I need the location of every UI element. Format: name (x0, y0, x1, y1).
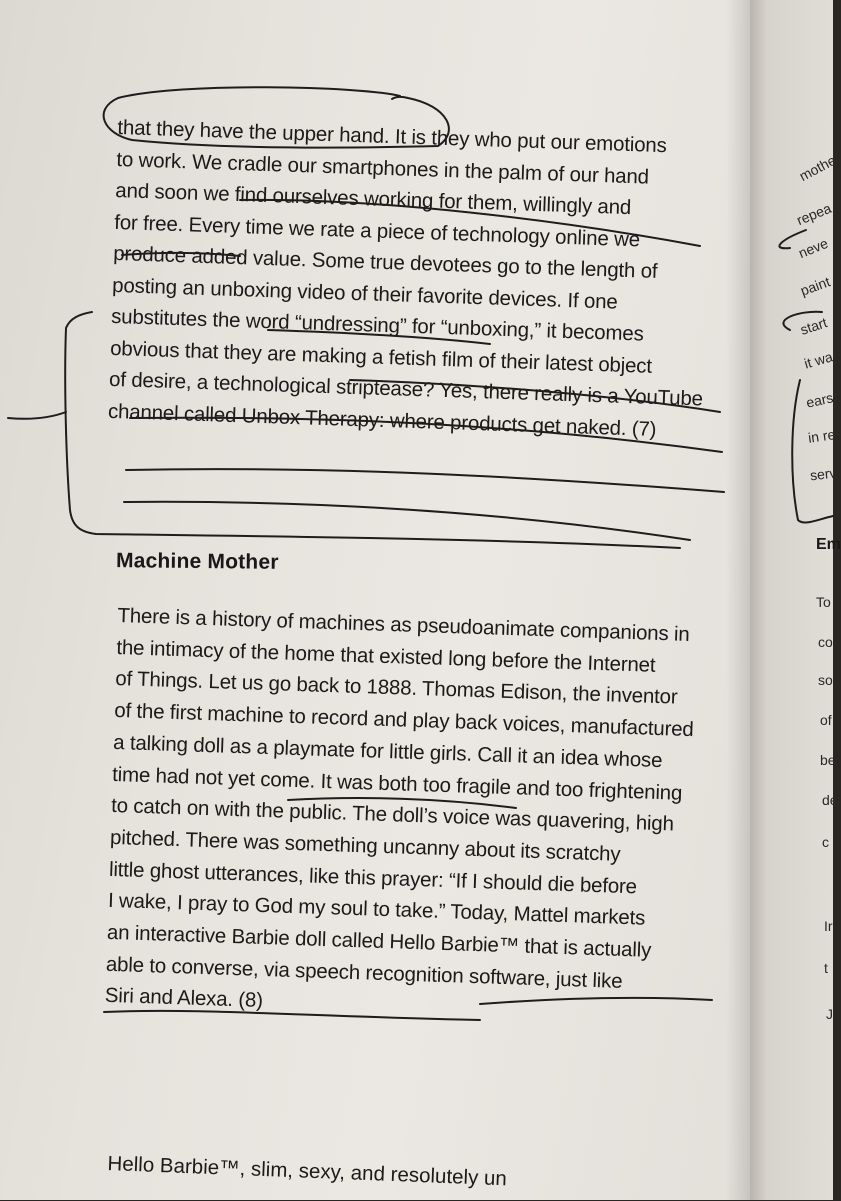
facing-page-fragment: neve (796, 234, 831, 262)
paragraph-hello-barbie: Hello Barbie™, slim, sexy, and resolutely un (107, 1152, 508, 1191)
facing-page-fragment: ears (804, 389, 835, 411)
text-line: and soon we find ourselves working for them, willingly and (115, 178, 632, 220)
text-line: produce added value. Some true devotees go to the length of (112, 241, 658, 283)
facing-page-fragment: To (816, 594, 831, 610)
text-line: substitutes the word “undressing” for “unboxing,” it becomes (110, 304, 644, 346)
text-line: able to converse, via speech recognition software, just like (105, 952, 623, 993)
facing-page-fragment: c (822, 834, 829, 850)
facing-page-fragment: J (826, 1006, 833, 1022)
text-line: I wake, I pray to God my soul to take.” Today, Mattel markets (107, 889, 646, 930)
text-line: little ghost utterances, like this prayer: “If I should die before (108, 857, 638, 898)
text-line: to work. We cradle our smartphones in the palm of our hand (116, 147, 650, 189)
facing-page-fragment: it wa (802, 348, 835, 372)
text-line: of Things. Let us go back to 1888. Thomas Edison, the inventor (115, 667, 678, 710)
facing-page-fragment: t (824, 960, 828, 976)
facing-page-fragment: Ir (824, 918, 833, 934)
paragraph-unboxing (108, 112, 733, 447)
text-line: for free. Every time we rate a piece of technology online we (113, 210, 641, 251)
facing-page-fragment: mothe (796, 151, 839, 185)
text-line: There is a history of machines as pseudoanimate companions in (117, 603, 690, 646)
text-line: obvious that they are making a fetish film of their latest object (109, 336, 653, 378)
section-heading: Machine Mother (115, 549, 279, 574)
text-line: of desire, a technological striptease? Yes, there really is a YouTube (108, 367, 704, 411)
text-line: the intimacy of the home that existed long before the Internet (116, 635, 656, 677)
facing-page-fragment: be (820, 752, 836, 768)
text-line: pitched. There was something uncanny about its scratchy (109, 825, 621, 866)
text-line: of the first machine to record and play back voices, manufactured (113, 699, 694, 742)
facing-page-heading-fragment: Em (816, 536, 841, 553)
text-line: Siri and Alexa. (8) (104, 984, 264, 1013)
facing-page-fragment: in re (807, 426, 837, 446)
paragraph-machine-mother (104, 600, 732, 1032)
text-line: channel called Unbox Therapy: where products get naked. (7) (107, 399, 657, 441)
facing-page-fragment: start (798, 314, 830, 338)
text-line: posting an unboxing video of their favorite devices. If one (111, 273, 618, 314)
facing-page (750, 0, 841, 1200)
facing-page-fragment: co (818, 634, 833, 650)
facing-page-fragment: repea (794, 199, 834, 229)
facing-page-fragment: serv (809, 464, 838, 484)
text-line: an interactive Barbie doll called Hello Barbie™ that is actually (106, 920, 652, 962)
text-line: time had not yet come. It was both too fragile and too frightening (111, 762, 683, 805)
facing-page-fragment: of (820, 712, 832, 728)
text-line: to catch on with the public. The doll’s voice was quavering, high (110, 794, 675, 836)
text-line: that they have the upper hand. It is they who put our emotions (117, 115, 668, 158)
text-line: a talking doll as a playmate for little girls. Call it an idea whose (112, 730, 663, 772)
facing-page-fragment: so (818, 672, 833, 688)
facing-page-fragment: de (822, 792, 838, 808)
facing-page-fragment: paint (798, 273, 833, 299)
